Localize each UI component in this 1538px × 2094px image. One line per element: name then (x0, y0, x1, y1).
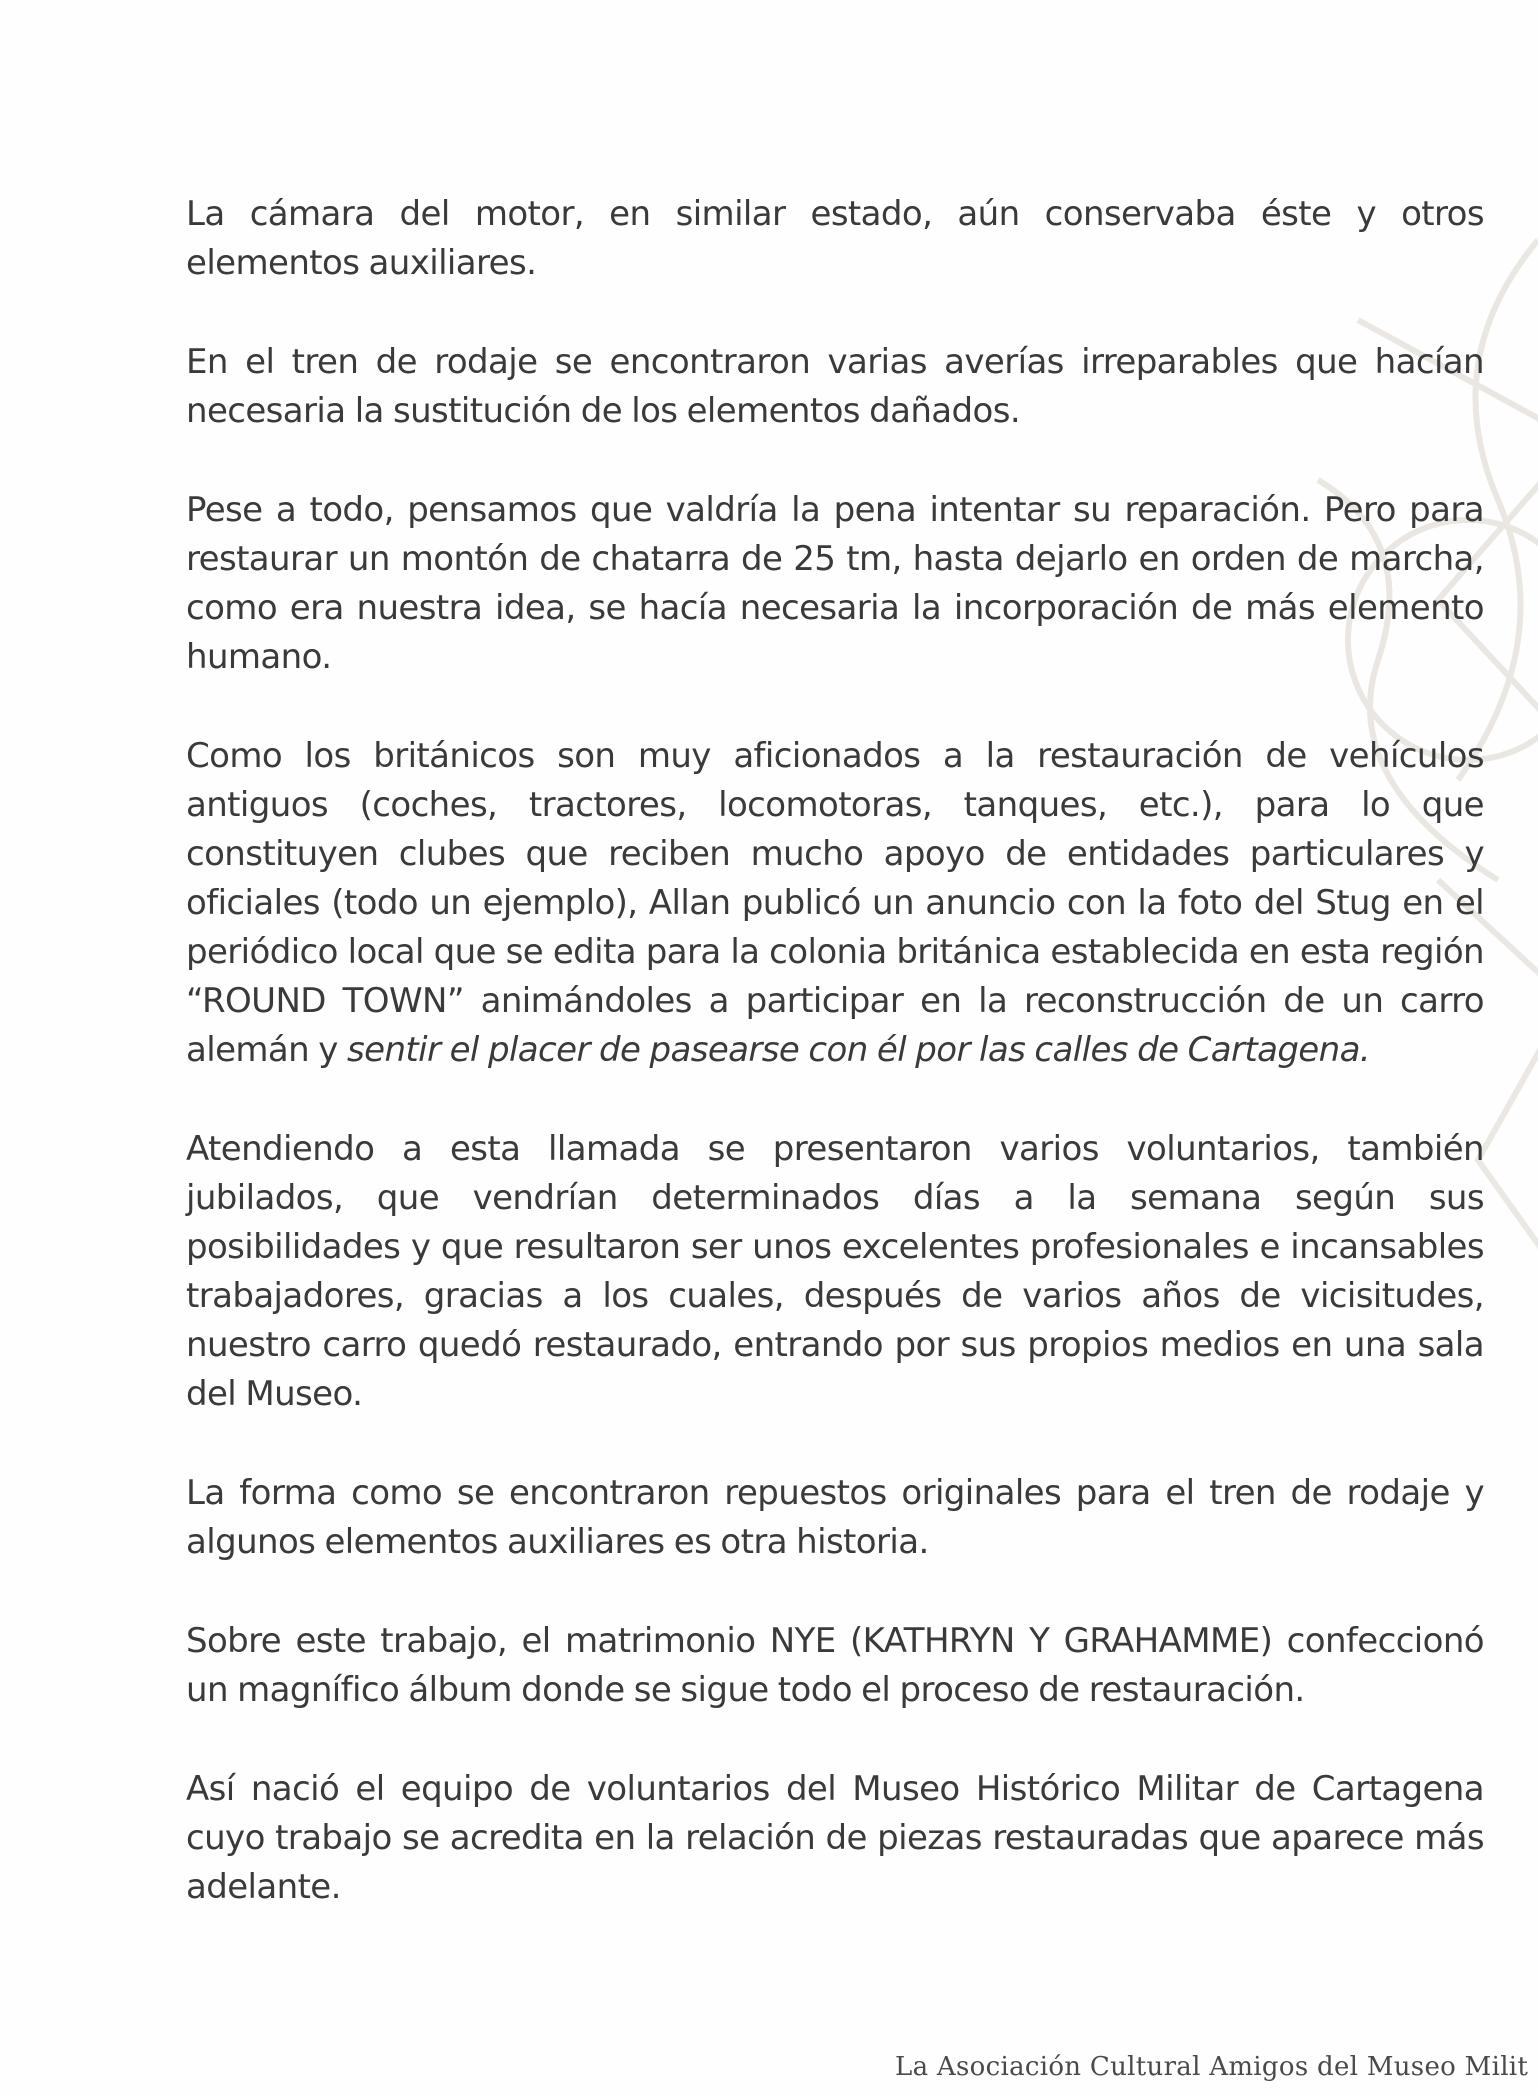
paragraph-3: Pese a todo, pensamos que valdría la pena intentar su reparación. Pero para restaurar un montón de chatarra de 25 tm, hasta dejarlo en orden de marcha, como era nuestra idea, se hacía necesaria la incorporación de más elemento humano. (186, 490, 1484, 677)
paragraph-5: Atendiendo a esta llamada se presentaron varios voluntarios, también jubilados, que vendrían determinados días a la semana según sus posibilidades y que resultaron ser unos excelentes profesionales e incansables trabajadores, gracias a los cuales, después de varios años de vicisitudes, nuestro carro quedó restaurado, entrando por sus propios medios en una sala del Museo. (186, 1129, 1484, 1414)
paragraph-4 (186, 732, 1484, 1075)
paragraph-6: La forma como se encontraron repuestos originales para el tren de rodaje y algunos elementos auxiliares es otra historia. (186, 1473, 1484, 1562)
paragraph-4-italic: sentir el placer de pasearse con él por las calles de Cartagena. (347, 1030, 1371, 1070)
paragraph-7: Sobre este trabajo, el matrimonio NYE (KATHRYN Y GRAHAMME) confeccionó un magnífico álbum donde se sigue todo el proceso de restauración. (186, 1621, 1484, 1710)
running-footer: La Asociación Cultural Amigos del Museo Milit (895, 2052, 1529, 2082)
paragraph-1: La cámara del motor, en similar estado, aún conservaba éste y otros elementos auxiliares. (186, 194, 1484, 283)
paragraph-4-text: Como los británicos son muy aficionados a la restauración de vehículos antiguos (coches, tractores, locomotoras, tanques, etc.), para lo que constituyen clubes que reciben mucho apoyo de entidades particulares y oficiales (todo un ejemplo), Allan publicó un anuncio con la foto del Stug en el periódico local que se edita para la colonia británica establecida en esta región “ROUND TOWN” animándoles a participar en la reconstrucción de un carro alemán y (186, 736, 1484, 1070)
paragraph-2: En el tren de rodaje se encontraron varias averías irreparables que hacían necesaria la sustitución de los elementos dañados. (186, 342, 1484, 431)
paragraph-8: Así nació el equipo de voluntarios del Museo Histórico Militar de Cartagena cuyo trabajo se acredita en la relación de piezas restauradas que aparece más adelante. (186, 1769, 1484, 1907)
body-text (186, 190, 1484, 1962)
